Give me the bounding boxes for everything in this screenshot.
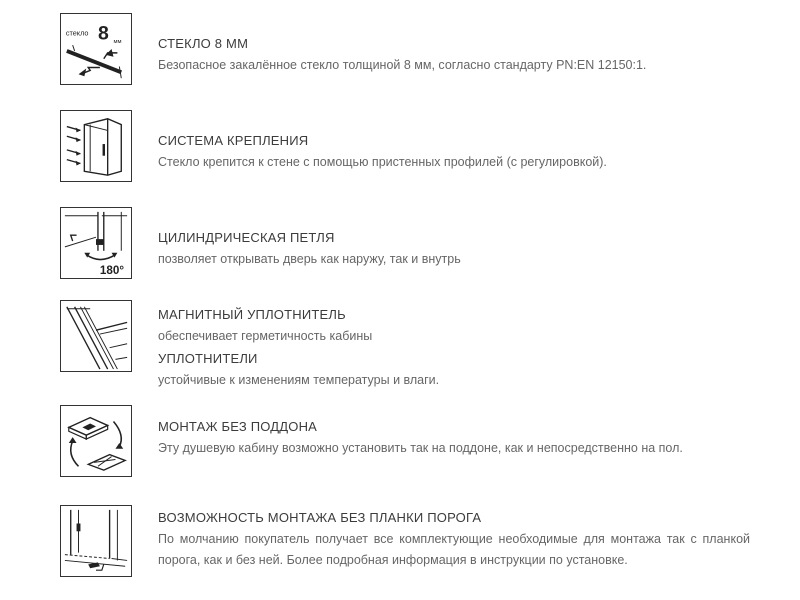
icon-glass-label: стекло [65, 28, 89, 38]
feature-title-secondary: УПЛОТНИТЕЛИ [158, 351, 258, 366]
icon-unit: мм [113, 39, 122, 46]
icon-degrees: 180° [99, 264, 124, 278]
feature-title: СТЕКЛО 8 ММ [158, 36, 249, 51]
feature-desc: обеспечивает герметичность кабины [158, 329, 373, 343]
feature-title: СИСТЕМА КРЕПЛЕНИЯ [158, 133, 309, 148]
icon-number: 8 [97, 22, 109, 45]
feature-title: ЦИЛИНДРИЧЕСКАЯ ПЕТЛЯ [158, 230, 335, 245]
feature-desc: Эту душевую кабину возможно установить так на поддоне, как и непосредственно на пол. [158, 441, 683, 455]
threshold-strip-icon [60, 505, 132, 577]
feature-desc: Безопасное закалённое стекло толщиной 8 мм, согласно стандарту PN:EN 12150:1. [158, 58, 647, 72]
hinge-180-icon [60, 207, 132, 279]
feature-title: ВОЗМОЖНОСТЬ МОНТАЖА БЕЗ ПЛАНКИ ПОРОГА [158, 510, 482, 525]
feature-desc: Стекло крепится к стене с помощью пристенных профилей (с регулировкой). [158, 155, 607, 169]
feature-desc: По молчанию покупатель получает все комплектующие необходимые для монтажа так с планкой порога, как и без ней. Более подробная информация в инструкции по установке. [158, 532, 750, 567]
no-tray-install-icon [60, 405, 132, 477]
glass-thickness-icon [60, 13, 132, 85]
feature-desc-secondary: устойчивые к изменениям температуры и влаги. [158, 373, 440, 387]
feature-title: МАГНИТНЫЙ УПЛОТНИТЕЛЬ [158, 307, 346, 322]
wall-mount-icon [60, 110, 132, 182]
feature-desc: позволяет открывать дверь как наружу, так и внутрь [158, 252, 461, 266]
feature-title: МОНТАЖ БЕЗ ПОДДОНА [158, 419, 318, 434]
magnetic-seal-icon [60, 300, 132, 372]
